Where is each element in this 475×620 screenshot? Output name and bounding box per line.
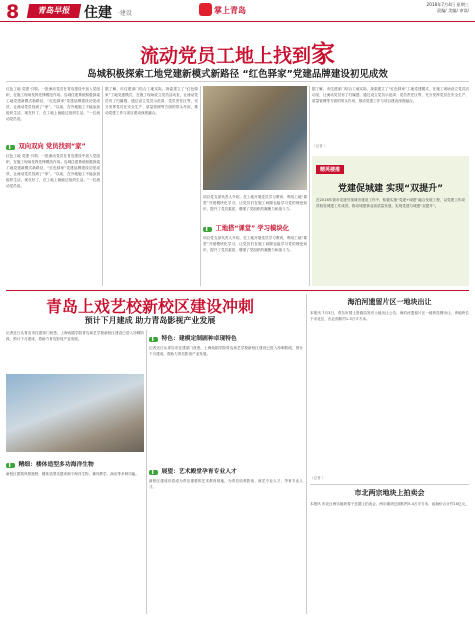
body-text: 新校区建筑风格独特，楼体造型灵感来源于海洋生物，兼具教学、演出等多种功能。 <box>6 472 139 476</box>
body-text: 据了解，市住建部门结合工地实际，探索建立了“红色驿家”工地党建模式，在施工现场设立党员活动室，让流动党员有了归属感，通过设立党员示范岗、党员责任区等，充分发挥党员在安全生产、质量管理等方面的带头作用，推动党建工作与项目建设深度融合。 <box>105 87 198 116</box>
box-tag: 精英楼推 <box>316 165 344 174</box>
article1-col2 <box>105 86 198 286</box>
article1-col4 <box>312 86 469 152</box>
divider <box>6 81 469 82</box>
page-number: 8 <box>6 1 20 23</box>
construction-photo <box>203 86 307 190</box>
body-text: 据了解，市住建部门结合工地实际，探索建立了“红色驿家”工地党建模式，在施工现场设立党员活动室，让流动党员有了归属感，通过设立党员示范岗、党员责任区等，充分发挥党员在安全生产、质量管理等方面的带头作用，推动党建工作与项目建设深度融合。 <box>312 87 469 104</box>
divider <box>102 86 103 286</box>
section-subtitle: ·建设 <box>118 10 132 17</box>
section-heading: ▍ 精细：楼体造型多功海洋生物 <box>6 459 144 468</box>
headline-emphasis: 家 <box>311 40 335 68</box>
app-name: 掌上青岛 <box>214 6 246 15</box>
body-text: 记者近日从青岛市住建部门获悉，上海戏剧学院青岛演艺学校新校区建设已进入冲刺阶段，预计下月建成，将助力青岛影视产业发展。 <box>149 346 303 357</box>
body-text: 红色工地 党建 引领。一批流动党员在青岛建设中加入党组织，在施工现场发挥先锋模范作用。岛城住建系统积极探索工地党建新模式新路径，“红色驿家”党建品牌建设初见成效，让流动党员找到了“家”。“以前，在外地施工不能参加组织生活，现在好了，在工地上就能过组织生活。”一位流动党员说。 <box>6 87 100 122</box>
newspaper-logo: 青岛早报 <box>27 4 81 18</box>
section-tag: ▍ <box>149 337 158 342</box>
section-tag: ▍ <box>203 227 212 232</box>
section-title: 住建 <box>84 5 112 21</box>
article2-col1 <box>6 456 144 614</box>
divider <box>309 86 310 286</box>
issue-meta <box>319 2 469 14</box>
article1-col1 <box>6 86 100 286</box>
issue-date: 2018年7月4日 星期三 <box>426 2 469 7</box>
school-photo <box>6 374 144 452</box>
body-text: 记者近日从青岛市住建部门获悉，上海戏剧学院青岛演艺学校新校区建设已进入冲刺阶段，预计下月建成，将助力青岛影视产业发展。 <box>6 331 144 342</box>
divider <box>146 330 147 614</box>
body-text: 红色工地 党建 引领。一批流动党员在青岛建设中加入党组织，在施工现场发挥先锋模范作用。岛城住建系统积极探索工地党建新模式新路径，“红色驿家”党建品牌建设初见成效，让流动党员找到了“家”。“以前，在外地施工不能参加组织生活，现在好了，在工地上就能过组织生活。”一位流动党员说。 <box>6 154 100 189</box>
divider <box>310 484 469 485</box>
body-text: 本报讯 市北区两宗地块将于近期上拍卖会，两宗地块总面积约5.4万平方米，起始价合计约10亿元。 <box>310 502 469 506</box>
right-news-column <box>310 294 469 614</box>
headline-2: 青岛上戏艺校新校区建设冲刺 <box>45 297 254 316</box>
article1-col3 <box>203 194 307 286</box>
page-header <box>0 0 475 22</box>
sidebar-box <box>312 156 469 286</box>
body-text: 新校区建成后将成为青岛重要的艺术教育基地，为青岛培养影视、演艺专业人才，孕育专业人才。 <box>149 479 303 490</box>
box-headline: 党建促城建 实现“双提升” <box>338 184 443 194</box>
byline: （记者 ） <box>312 144 328 148</box>
divider <box>6 290 469 291</box>
subheadline-2: 预计下月建成 助力青岛影视产业发展 <box>84 316 216 325</box>
section-tag: ▍ <box>6 463 15 468</box>
editor-line: 责编/ 美编/ 审读/ <box>436 8 469 13</box>
section-heading: ▍ 展望：艺术殿堂孕育专业人才 <box>149 466 303 475</box>
article2-intro <box>6 330 144 370</box>
body-text: 项目党支部负责人介绍，在工地开展党员学习教育，利用工地“课堂”开展模块化学习，让党员们在施工间隙也能学习党的理论知识，提升了党员素质，增强了党组织的凝聚力和战斗力。 <box>203 195 307 212</box>
section-heading: ▍ 工地搭“课堂” 学习模块化 <box>203 223 307 232</box>
section-heading: ▍ 特色：建模定制剧种卓现特色 <box>149 333 303 342</box>
subheadline-1: 岛城积极探索工地党建新模式新路径 “红色驿家”党建品牌建设初见成效 <box>87 69 388 80</box>
byline: （记者 ） <box>310 476 326 480</box>
headline-1: 流动党员工地上找到家 <box>139 40 335 68</box>
section-heading: ▍ 双向双向 党员找到“家” <box>6 141 100 150</box>
body-text: 本报讯 7月3日，青岛市国土资源局发布土地出让公告，海泊河遗留片区一地块挂牌出让，该地块位于市北区，出让面积约1.3万平方米。 <box>310 311 469 322</box>
body-text: 项目党支部负责人介绍，在工地开展党员学习教育，利用工地“课堂”开展模块化学习，让党员们在施工间隙也能学习党的理论知识，提升了党员素质，增强了党组织的凝聚力和战斗力。 <box>203 236 307 253</box>
section-tag: ▍ <box>149 470 158 475</box>
section-tag: ▍ <box>6 145 15 150</box>
divider <box>306 294 307 614</box>
news-headline: 市北两宗地块上拍卖会 <box>354 489 425 497</box>
news-headline: 海泊河遗留片区一地块出让 <box>347 298 432 306</box>
body-text: 在2018年我市党建引领城市建设工作中，积极实施“党建+城建”融合发展工程，以党建工作成效检验城建工作成效，推动城建事业高质量发展，实现党建与城建“双提升”。 <box>316 198 465 209</box>
app-logo-icon <box>199 3 212 16</box>
divider <box>200 86 201 286</box>
article2-col2 <box>149 330 303 614</box>
